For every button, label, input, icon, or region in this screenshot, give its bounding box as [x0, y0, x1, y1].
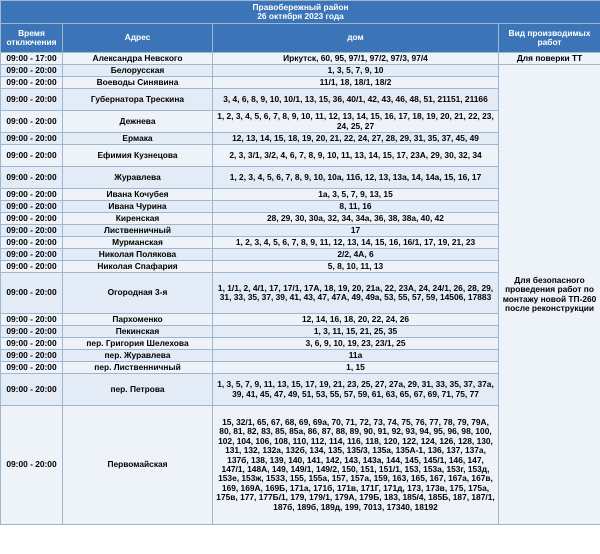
- house-numbers: 28, 29, 30, 30а, 32, 34, 34а, 36, 38, 38а, 40, 42: [213, 213, 499, 225]
- street-address: Александра Невского: [63, 53, 213, 65]
- house-numbers: 17: [213, 225, 499, 237]
- outage-time: 09:00 - 20:00: [1, 65, 63, 77]
- house-numbers: 12, 14, 16, 18, 20, 22, 24, 26: [213, 314, 499, 326]
- street-address: пер. Лиственничный: [63, 362, 213, 374]
- house-numbers: 11а: [213, 350, 499, 362]
- house-numbers: 1, 2, 3, 4, 5, 6, 7, 8, 9, 10, 11, 12, 13, 14, 15, 16, 17, 18, 19, 20, 21, 22, 23, 24, 25, 27: [213, 111, 499, 133]
- outage-time: 09:00 - 20:00: [1, 374, 63, 406]
- house-numbers: 3, 4, 6, 8, 9, 10, 10/1, 13, 15, 36, 40/1, 42, 43, 46, 48, 51, 21151, 21166: [213, 89, 499, 111]
- street-address: Первомайская: [63, 406, 213, 525]
- work-type-verification: Для поверки ТТ: [499, 53, 600, 65]
- work-type-installation: Для безопасного проведения работ по монтажу новой ТП-260 после реконструкции: [499, 65, 600, 525]
- house-numbers: 2/2, 4А, 6: [213, 249, 499, 261]
- outage-time: 09:00 - 20:00: [1, 406, 63, 525]
- table-row: [1, 65, 600, 77]
- house-numbers: 8, 11, 16: [213, 201, 499, 213]
- outage-time: 09:00 - 20:00: [1, 261, 63, 273]
- outage-time: 09:00 - 20:00: [1, 326, 63, 338]
- outage-time: 09:00 - 20:00: [1, 362, 63, 374]
- house-numbers: 3, 6, 9, 10, 19, 23, 23/1, 25: [213, 338, 499, 350]
- table-title: [1, 1, 600, 24]
- outage-time: 09:00 - 20:00: [1, 77, 63, 89]
- outage-time: 09:00 - 20:00: [1, 89, 63, 111]
- street-address: Ефимия Кузнецова: [63, 145, 213, 167]
- house-numbers: 12, 13, 14, 15, 18, 19, 20, 21, 22, 24, 27, 28, 29, 31, 35, 37, 45, 49: [213, 133, 499, 145]
- header-work: Вид производимых работ: [499, 24, 600, 53]
- outage-time: 09:00 - 20:00: [1, 201, 63, 213]
- date-title: 26 октября 2023 года: [257, 11, 344, 21]
- outage-time: 09:00 - 20:00: [1, 189, 63, 201]
- street-address: Воеводы Синявина: [63, 77, 213, 89]
- street-address: Пекинская: [63, 326, 213, 338]
- street-address: Ивана Кочубея: [63, 189, 213, 201]
- title-row: [1, 1, 600, 24]
- header-house: дом: [213, 24, 499, 53]
- street-address: Николая Спафария: [63, 261, 213, 273]
- outage-time: 09:00 - 17:00: [1, 53, 63, 65]
- house-numbers: 2, 3, 3/1, 3/2, 4, 6, 7, 8, 9, 10, 11, 13, 14, 15, 17, 23А, 29, 30, 32, 34: [213, 145, 499, 167]
- outage-time: 09:00 - 20:00: [1, 225, 63, 237]
- house-numbers: 1а, 3, 5, 7, 9, 13, 15: [213, 189, 499, 201]
- street-address: Лиственничный: [63, 225, 213, 237]
- street-address: Киренская: [63, 213, 213, 225]
- table-body: [1, 53, 600, 525]
- street-address: Огородная 3-я: [63, 273, 213, 314]
- house-numbers: 1, 3, 5, 7, 9, 11, 13, 15, 17, 19, 21, 23, 25, 27, 27а, 29, 31, 33, 35, 37, 37а, 39, 41, 45, 47, 49, 51, 53, 55, 57, 59, 61, 63, 65, 67, 69, 71, 75, 77: [213, 374, 499, 406]
- street-address: Мурманская: [63, 237, 213, 249]
- table-row: [1, 53, 600, 65]
- header-time: Время отключения: [1, 24, 63, 53]
- house-numbers: 1, 2, 3, 4, 5, 6, 7, 8, 9, 10, 10а, 11б, 12, 13, 13а, 14, 14а, 15, 16, 17: [213, 167, 499, 189]
- house-numbers: 1, 3, 5, 7, 9, 10: [213, 65, 499, 77]
- street-address: Белорусская: [63, 65, 213, 77]
- house-numbers: 1, 2, 3, 4, 5, 6, 7, 8, 9, 11, 12, 13, 14, 15, 16, 16/1, 17, 19, 21, 23: [213, 237, 499, 249]
- outage-time: 09:00 - 20:00: [1, 350, 63, 362]
- house-numbers: 1, 1/1, 2, 4/1, 17, 17/1, 17А, 18, 19, 20, 21а, 22, 23А, 24, 24/1, 26, 28, 29, 31, 33, 35, 37, 39, 41, 43, 47, 47А, 49, 49а, 53, 55, 57, 59, 14506, 17883: [213, 273, 499, 314]
- street-address: пер. Петрова: [63, 374, 213, 406]
- house-numbers: Иркутск, 60, 95, 97/1, 97/2, 97/3, 97/4: [213, 53, 499, 65]
- outage-time: 09:00 - 20:00: [1, 133, 63, 145]
- outage-time: 09:00 - 20:00: [1, 314, 63, 326]
- outage-time: 09:00 - 20:00: [1, 167, 63, 189]
- header-address: Адрес: [63, 24, 213, 53]
- street-address: пер. Журавлева: [63, 350, 213, 362]
- street-address: Пархоменко: [63, 314, 213, 326]
- outage-time: 09:00 - 20:00: [1, 213, 63, 225]
- header-row: [1, 24, 600, 53]
- street-address: пер. Григория Шелехова: [63, 338, 213, 350]
- outage-time: 09:00 - 20:00: [1, 111, 63, 133]
- street-address: Дежнева: [63, 111, 213, 133]
- street-address: Ермака: [63, 133, 213, 145]
- house-numbers: 1, 15: [213, 362, 499, 374]
- house-numbers: 1, 3, 11, 15, 21, 25, 35: [213, 326, 499, 338]
- outage-time: 09:00 - 20:00: [1, 249, 63, 261]
- house-numbers: 5, 8, 10, 11, 13: [213, 261, 499, 273]
- outage-time: 09:00 - 20:00: [1, 145, 63, 167]
- street-address: Николая Полякова: [63, 249, 213, 261]
- house-numbers: 15, 32/1, 65, 67, 68, 69, 69а, 70, 71, 72, 73, 74, 75, 76, 77, 78, 79, 79А, 80, 81, 82, 83, 85, 85а, 86, 87, 88, 89, 90, 91, 92, 93, 94, 95, 96, 98, 100, 102, 104, 106, 108, 110, 112, 114, 116, 118, 120, 122, 124, 126, 128, 130, 131, 132, 132а, 132б, 134, 135, 135/3, 135а, 135А-1, 136, 137, 137а, 137б, 138, 139, 140, 141, 142, 143, 143а, 144, 145, 145/1, 146, 147, 147/1, 148А, 149, 149/1, 149/2, 150, 151, 151/1, 153, 153а, 153г, 153д, 153е, 153ж, 153З, 155, 155а, 157, 157а, 159, 163, 165, 167, 167а, 167в, 169, 169А, 169Б, 171а, 171б, 171в, 171Г, 171д, 173, 173в, 175, 175а, 175в, 177, 177Б/1, 179, 179/1, 179А, 179Б, 183, 185/4, 185Б, 187, 187/1, 187б, 189б, 189д, 199, 7013, 17340, 18192: [213, 406, 499, 525]
- house-numbers: 11/1, 18, 18/1, 18/2: [213, 77, 499, 89]
- district-title: Правобережный район: [252, 1, 349, 12]
- street-address: Ивана Чурина: [63, 201, 213, 213]
- outage-time: 09:00 - 20:00: [1, 237, 63, 249]
- street-address: Губернатора Трескина: [63, 89, 213, 111]
- outage-time: 09:00 - 20:00: [1, 338, 63, 350]
- outage-time: 09:00 - 20:00: [1, 273, 63, 314]
- street-address: Журавлева: [63, 167, 213, 189]
